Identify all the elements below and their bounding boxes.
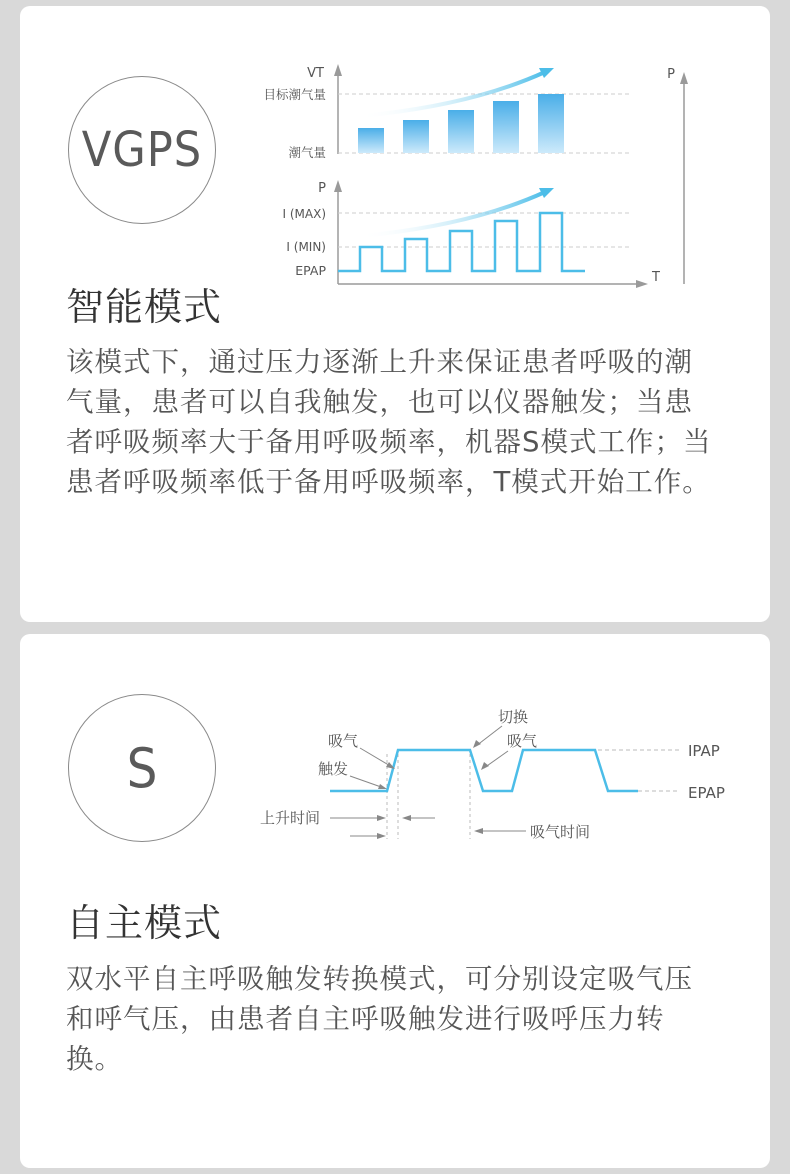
tidal-bar: [448, 110, 474, 153]
tidal-bar: [403, 120, 429, 153]
right-p-axis-label: P: [667, 67, 675, 82]
tidal-bar: [358, 128, 384, 153]
inhale-label-left: 吸气: [328, 732, 359, 750]
vt-axis-arrow: [334, 64, 342, 76]
switch-pointer-head: [473, 740, 481, 748]
trigger-pointer-head: [378, 784, 387, 789]
inhale-time-arrow: [474, 828, 483, 834]
s-badge: S: [68, 694, 216, 842]
tidal-volume-label: 潮气量: [288, 145, 326, 160]
rise-time-arrow-a: [377, 815, 386, 821]
tidal-bar: [538, 94, 564, 153]
imin-label: I (MIN): [286, 240, 326, 254]
rise-time-label: 上升时间: [260, 809, 321, 827]
s-mode-diagram: [20, 634, 770, 874]
vgps-mode-title: 智能模式: [66, 285, 223, 329]
vt-axis-label: VT: [307, 66, 324, 81]
switch-label: 切换: [498, 708, 529, 726]
s-mode-title: 自主模式: [66, 901, 223, 945]
t-axis-arrow: [636, 280, 648, 288]
p-axis-label: P: [318, 181, 326, 196]
inhale-right-pointer-head: [481, 762, 489, 770]
rise-time-arrow-c: [377, 833, 386, 839]
inhale-time-label: 吸气时间: [530, 823, 591, 841]
ipap-label: IPAP: [688, 742, 720, 760]
inhale-label-right: 吸气: [507, 732, 538, 750]
p-axis-arrow: [334, 180, 342, 192]
tidal-bar: [493, 101, 519, 153]
epap-label: EPAP: [295, 263, 326, 278]
epap-label: EPAP: [688, 784, 725, 802]
vgps-mode-description: 该模式下，通过压力逐渐上升来保证患者呼吸的潮气量，患者可以自我触发，也可以仪器触发；当患者呼吸频率大于备用呼吸频率，机器S模式工作；当患者呼吸频率低于备用呼吸频率，T模式开始工作。: [66, 346, 712, 498]
s-mode-description: 双水平自主呼吸触发转换模式，可分别设定吸气压和呼气压，由患者自主呼吸触发进行吸呼压力转换。: [66, 963, 693, 1075]
rise-time-arrow-b: [402, 815, 411, 821]
trigger-label: 触发: [318, 760, 349, 778]
t-axis-label: T: [652, 270, 660, 285]
vgps-mode-card: [20, 6, 770, 622]
s-mode-card: [20, 634, 770, 1168]
inhale-pointer: [360, 748, 392, 767]
right-p-axis-arrow: [680, 72, 688, 84]
switch-pointer: [476, 726, 502, 746]
vgps-badge: VGPS: [68, 76, 216, 224]
vgps-chart: [20, 6, 770, 306]
target-tidal-label: 目标潮气量: [263, 87, 326, 102]
imax-label: I (MAX): [282, 207, 326, 221]
trigger-pointer: [350, 776, 384, 788]
